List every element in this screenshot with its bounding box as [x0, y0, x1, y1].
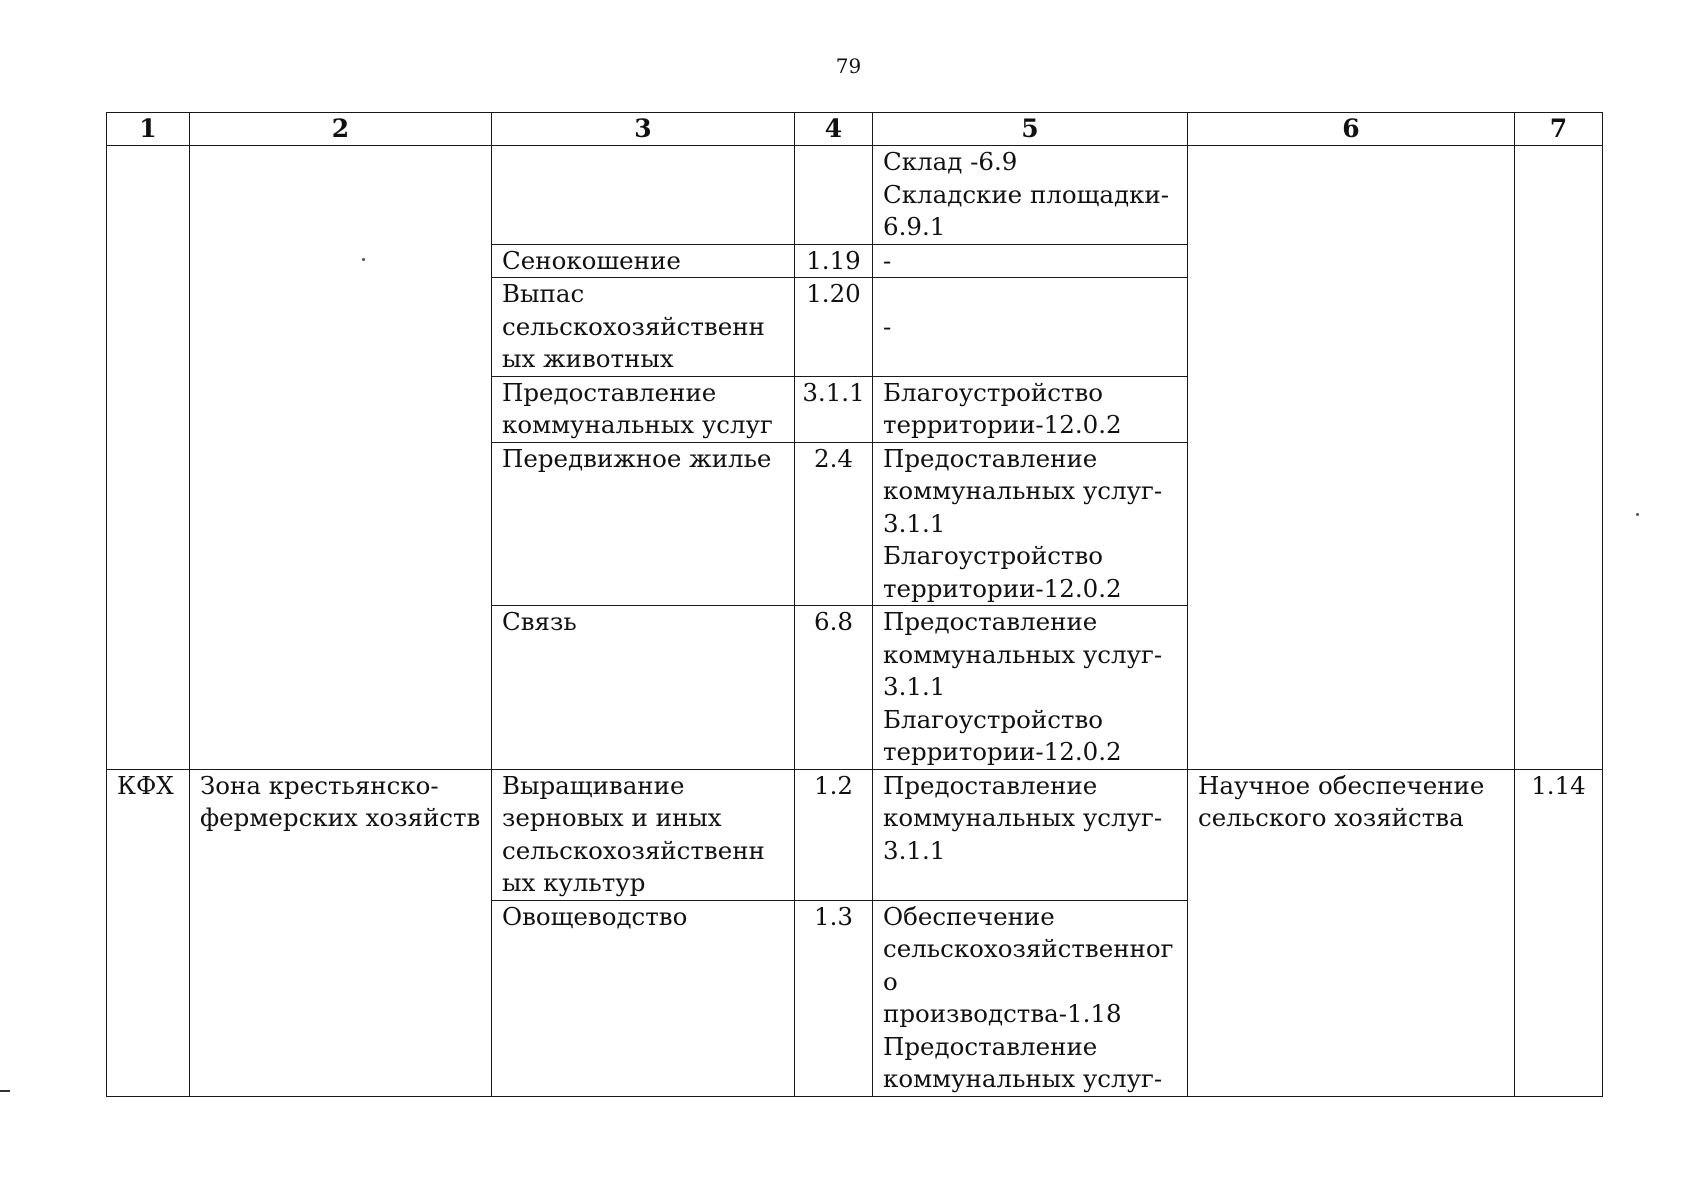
land-use-table: [106, 112, 1603, 1097]
aux-use-cell: [873, 278, 1188, 377]
aux-line: коммунальных услуг-: [883, 1064, 1163, 1093]
aux-use-cell: [873, 900, 1188, 1096]
aux-use-cell: [873, 244, 1188, 278]
header-cell: 2: [190, 113, 492, 146]
aux-line: коммунальных услуг-: [883, 639, 1163, 669]
scan-speck: [1636, 513, 1639, 516]
aux-line: [883, 278, 1177, 311]
aux-line: Складские площадки-: [883, 179, 1169, 209]
zone-code-cell: КФХ: [107, 769, 190, 1096]
use-cell: [492, 146, 795, 245]
aux-line: Предоставление: [883, 607, 1098, 636]
conditional-use-cell: [1188, 146, 1515, 770]
code-cell: 1.2: [795, 769, 873, 900]
aux-line: -: [883, 245, 892, 275]
aux-line: Обеспечение: [883, 901, 1055, 931]
header-cell: 4: [795, 113, 873, 146]
aux-line: 3.1.1: [883, 672, 946, 701]
zone-name-cell: [190, 146, 492, 770]
code-cell: 2.4: [795, 442, 873, 606]
aux-line: Благоустройство: [883, 704, 1104, 734]
aux-line: 3.1.1: [883, 508, 946, 538]
use-cell: Сенокошение: [492, 244, 795, 278]
code-cell: 3.1.1: [795, 376, 873, 442]
aux-use-cell: [873, 606, 1188, 770]
use-cell: Связь: [492, 606, 795, 770]
aux-line: Предоставление: [883, 1031, 1098, 1061]
use-cell: Овощеводство: [492, 900, 795, 1096]
aux-line: территории-12.0.2: [883, 410, 1122, 439]
zone-name-cell: Зона крестьянско-фермерских хозяйств: [190, 769, 492, 1096]
scan-edge-mark: [0, 1090, 10, 1092]
use-cell: Выпас сельскохозяйственных животных: [492, 278, 795, 377]
aux-line: сельскохозяйственного: [883, 934, 1174, 996]
table-row: [107, 769, 1603, 900]
code-cell: 1.20: [795, 278, 873, 377]
aux-line: 6.9.1: [883, 212, 946, 241]
aux-line: Склад -6.9: [883, 147, 1018, 176]
aux-line: Благоустройство: [883, 541, 1104, 570]
aux-line: территории-12.0.2: [883, 737, 1122, 766]
use-cell: Передвижное жилье: [492, 442, 795, 606]
conditional-use-cell: Научное обеспечение сельского хозяйства: [1188, 769, 1515, 1096]
zone-code-cell: [107, 146, 190, 770]
aux-line: коммунальных услуг-: [883, 476, 1163, 505]
aux-line: -: [883, 311, 892, 341]
aux-use-cell: [873, 769, 1188, 900]
aux-line: коммунальных услуг-: [883, 803, 1163, 832]
page-number: 79: [835, 54, 862, 78]
header-cell: 3: [492, 113, 795, 146]
aux-use-cell: [873, 376, 1188, 442]
header-cell: 6: [1188, 113, 1515, 146]
aux-line: Предоставление: [883, 770, 1098, 800]
use-cell: Предоставление коммунальных услуг: [492, 376, 795, 442]
use-cell: Выращивание зерновых и иных сельскохозяйственных культур: [492, 769, 795, 900]
table-row: [107, 146, 1603, 245]
aux-line: Предоставление: [883, 443, 1098, 473]
code-cell: [795, 146, 873, 245]
aux-line: 3.1.1: [883, 835, 946, 865]
scan-speck: [362, 258, 365, 261]
header-cell: 5: [873, 113, 1188, 146]
code-cell: 1.3: [795, 900, 873, 1096]
conditional-code-cell: [1515, 146, 1603, 770]
aux-line: производства-1.18: [883, 999, 1122, 1028]
aux-line: территории-12.0.2: [883, 573, 1122, 603]
code-cell: 6.8: [795, 606, 873, 770]
aux-use-cell: [873, 146, 1188, 245]
code-cell: 1.19: [795, 244, 873, 278]
conditional-code-cell: 1.14: [1515, 769, 1603, 1096]
header-cell: 1: [107, 113, 190, 146]
header-row: [107, 113, 1603, 146]
header-cell: 7: [1515, 113, 1603, 146]
aux-use-cell: [873, 442, 1188, 606]
aux-line: Благоустройство: [883, 377, 1104, 407]
